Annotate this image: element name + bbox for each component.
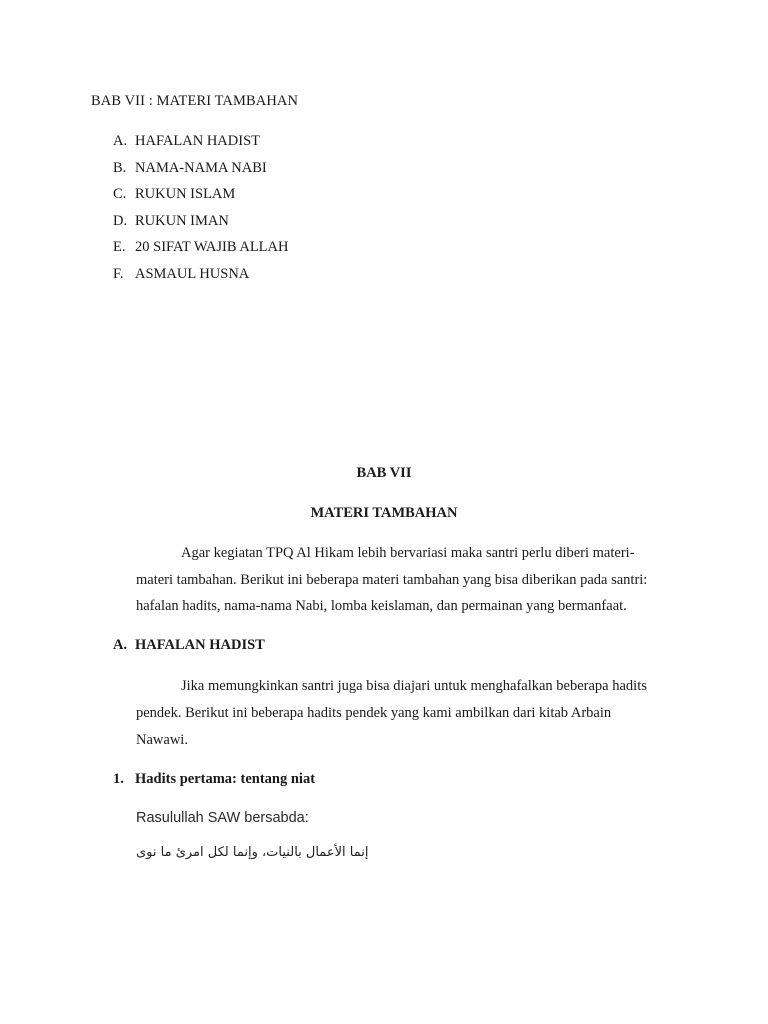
intro-line: hafalan hadits, nama-nama Nabi, lomba keislaman, dan permainan yang bermanfaat. <box>136 598 627 614</box>
toc-title: BAB VII : MATERI TAMBAHAN <box>91 93 299 109</box>
toc-item-letter: D. <box>113 213 128 229</box>
hadith-intro: Rasulullah SAW bersabda: <box>136 810 309 826</box>
section-line: pendek. Berikut ini beberapa hadits pendek yang kami ambilkan dari kitab Arbain <box>136 705 612 721</box>
intro-line: Agar kegiatan TPQ Al Hikam lebih bervariasi maka santri perlu diberi materi- <box>181 545 635 561</box>
section-line: Nawawi. <box>136 732 188 748</box>
toc-item-letter: F. <box>113 266 124 282</box>
chapter-number: BAB VII <box>356 465 412 481</box>
toc-item <box>113 213 229 230</box>
toc-item <box>113 266 249 283</box>
intro-line: materi tambahan. Berikut ini beberapa materi tambahan yang bisa diberikan pada santri: <box>136 572 648 588</box>
toc-item-letter: E. <box>113 239 126 255</box>
toc-item-label: HAFALAN HADIST <box>135 133 260 149</box>
section-heading <box>113 637 265 654</box>
section-letter: A. <box>113 637 128 653</box>
toc-item-label: ASMAUL HUSNA <box>135 266 250 282</box>
toc-item-label: RUKUN ISLAM <box>135 186 236 202</box>
hadith-heading <box>113 771 315 788</box>
toc-item-label: 20 SIFAT WAJIB ALLAH <box>135 239 289 255</box>
toc-item <box>113 133 260 150</box>
chapter-title: MATERI TAMBAHAN <box>310 505 458 521</box>
section-title: HAFALAN HADIST <box>135 637 265 653</box>
hadith-arabic-text: إنما الأعمال بالنيات، وإنما لكل امرئ ما نوى <box>136 845 369 860</box>
section-line: Jika memungkinkan santri juga bisa diajari untuk menghafalkan beberapa hadits <box>181 678 647 694</box>
toc-item-letter: B. <box>113 160 127 176</box>
toc-item-label: NAMA-NAMA NABI <box>135 160 267 176</box>
toc-item-letter: C. <box>113 186 127 202</box>
toc-item-letter: A. <box>113 133 128 149</box>
toc-item <box>113 160 267 177</box>
toc-item <box>113 186 235 203</box>
hadith-number: 1. <box>113 771 124 787</box>
toc-item <box>113 239 288 256</box>
hadith-title: Hadits pertama: tentang niat <box>135 771 316 787</box>
toc-item-label: RUKUN IMAN <box>135 213 229 229</box>
